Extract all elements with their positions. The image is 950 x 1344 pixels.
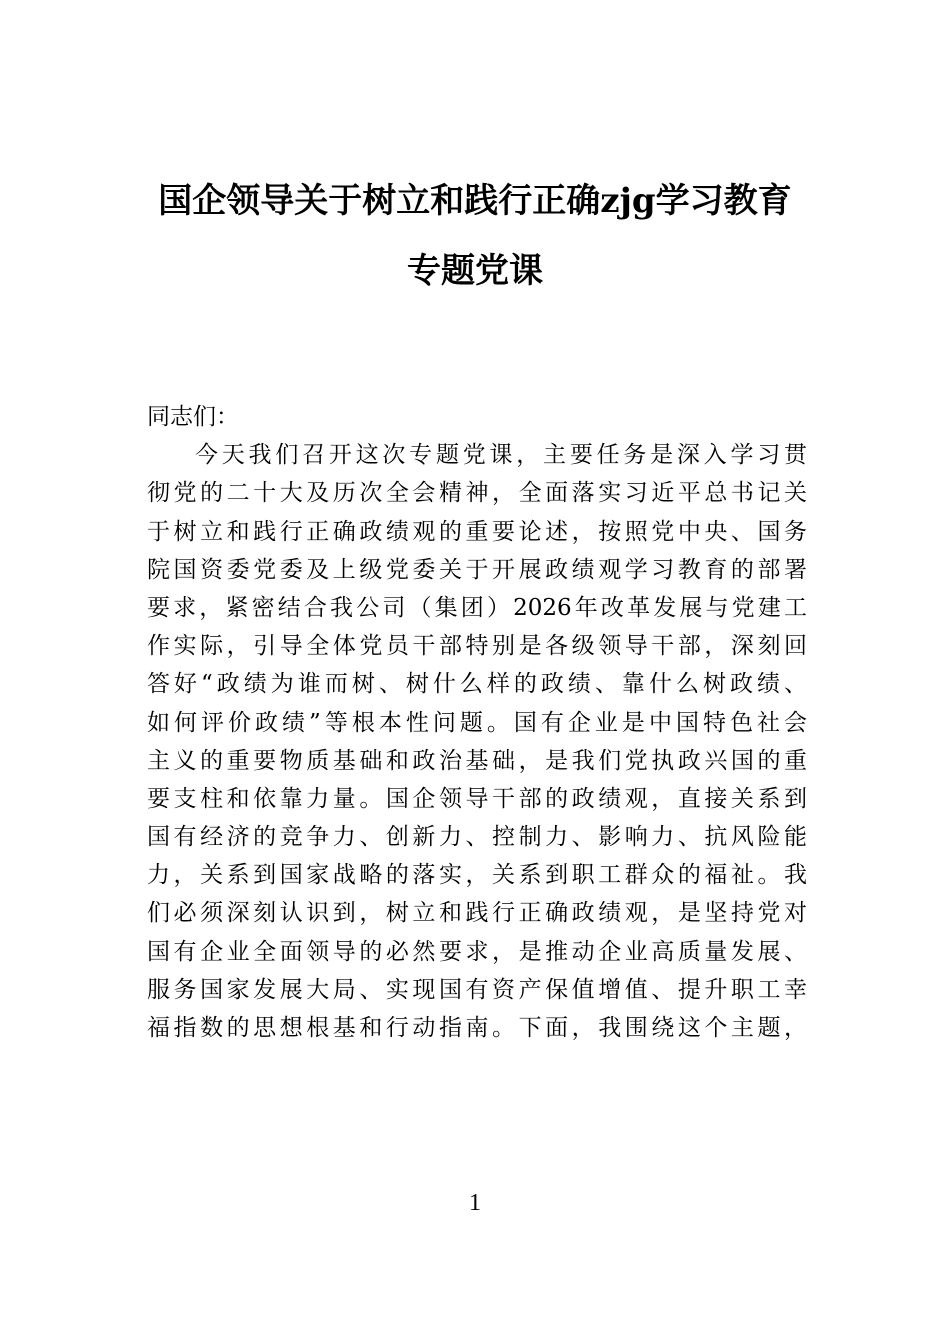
- document-title: [0, 166, 950, 306]
- paragraph-line: 答好“政绩为谁而树、树什么样的政绩、靠什么树政绩、: [147, 671, 807, 698]
- paragraph-line: 今天我们召开这次专题党课，主要任务是深入学习贯: [195, 442, 807, 469]
- paragraph-line: 国有经济的竞争力、创新力、控制力、影响力、抗风险能: [147, 824, 807, 851]
- page-number: 1: [469, 1190, 481, 1216]
- title-line-1: 国企领导关于树立和践行正确zjg学习教育: [158, 181, 792, 221]
- document-body: [147, 398, 807, 1047]
- paragraph-line: 服务国家发展大局、实现国有资产保值增值、提升职工幸: [147, 976, 807, 1003]
- paragraph-line: 们必须深刻认识到，树立和践行正确政绩观，是坚持党对: [147, 900, 807, 927]
- paragraph-line: 国有企业全面领导的必然要求，是推动企业高质量发展、: [147, 938, 807, 965]
- paragraph-line: 主义的重要物质基础和政治基础，是我们党执政兴国的重: [147, 747, 807, 774]
- paragraph-line: 福指数的思想根基和行动指南。下面，我围绕这个主题，: [147, 1015, 807, 1041]
- paragraph-line: 要求，紧密结合我公司（集团）2026年改革发展与党建工: [147, 594, 807, 621]
- salutation: 同志们：: [147, 404, 239, 430]
- paragraph-line: 要支柱和依靠力量。国企领导干部的政绩观，直接关系到: [147, 785, 807, 812]
- paragraph-line: 于树立和践行正确政绩观的重要论述，按照党中央、国务: [147, 518, 807, 545]
- paragraph-line: 力，关系到国家战略的落实，关系到职工群众的福祉。我: [147, 862, 807, 889]
- title-line-2: 专题党课: [407, 251, 543, 291]
- paragraph-line: 作实际，引导全体党员干部特别是各级领导干部，深刻回: [147, 633, 807, 660]
- paragraph-line: 彻党的二十大及历次全会精神，全面落实习近平总书记关: [147, 480, 807, 507]
- paragraph-line: 如何评价政绩”等根本性问题。国有企业是中国特色社会: [147, 709, 807, 736]
- paragraph-line: 院国资委党委及上级党委关于开展政绩观学习教育的部署: [147, 556, 807, 583]
